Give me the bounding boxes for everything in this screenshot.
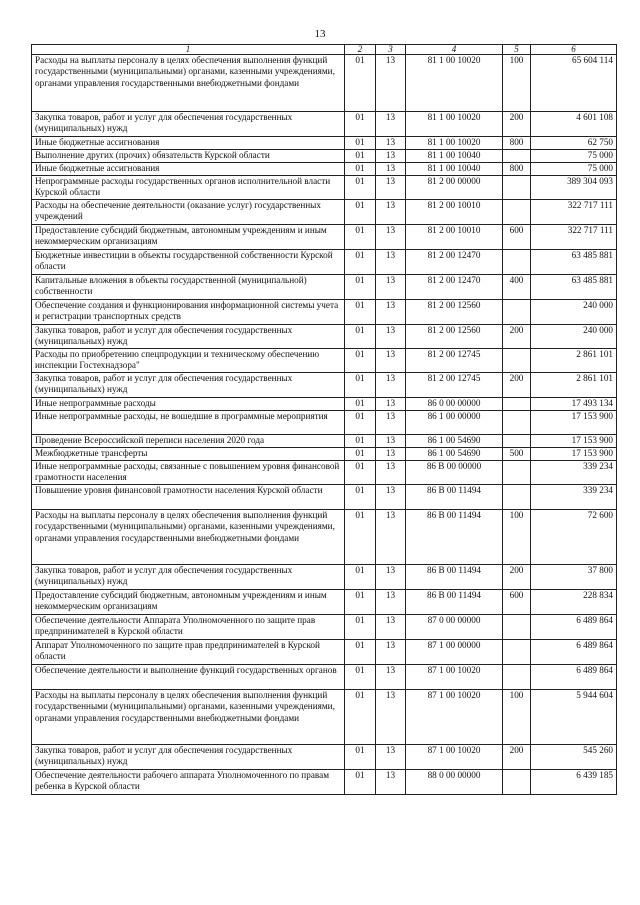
row-amount: 545 260: [531, 745, 617, 770]
row-subsection: 13: [376, 137, 406, 150]
row-target-article: 81 1 00 10020: [406, 55, 503, 112]
row-section: 01: [345, 398, 376, 411]
row-name: Расходы на выплаты персоналу в целях обеспечения выполнения функций государственными (муниципальными) органами, казенными учреждениями, органами управления государственными внебюджетными фондами: [32, 510, 345, 565]
row-subsection: 13: [376, 435, 406, 448]
table-row: [32, 615, 617, 640]
table-row: [32, 510, 617, 565]
row-section: 01: [345, 137, 376, 150]
row-amount: 17 153 900: [531, 435, 617, 448]
row-subsection: 13: [376, 398, 406, 411]
row-subsection: 13: [376, 373, 406, 398]
row-target-article: 87 1 00 00000: [406, 640, 503, 665]
row-name: Расходы на выплаты персоналу в целях обеспечения выполнения функций государственными (муниципальными) органами, казенными учреждениями, органами управления государственными внебюджетными фондами: [32, 690, 345, 745]
row-target-article: 86 0 00 00000: [406, 398, 503, 411]
row-name: Обеспечение деятельности и выполнение функций государственных органов: [32, 665, 345, 690]
row-subsection: 13: [376, 163, 406, 176]
row-target-article: 81 2 00 12470: [406, 275, 503, 300]
row-expense-type: 100: [503, 510, 531, 565]
column-header: 3: [376, 45, 406, 55]
row-target-article: 86 1 00 54690: [406, 435, 503, 448]
row-target-article: 81 1 00 10020: [406, 112, 503, 137]
row-subsection: 13: [376, 325, 406, 349]
row-amount: 17 493 134: [531, 398, 617, 411]
row-expense-type: [503, 640, 531, 665]
row-subsection: 13: [376, 770, 406, 795]
table-row: [32, 690, 617, 745]
row-expense-type: 200: [503, 745, 531, 770]
row-section: 01: [345, 411, 376, 435]
row-amount: 389 304 093: [531, 176, 617, 200]
row-expense-type: 100: [503, 690, 531, 745]
row-expense-type: [503, 349, 531, 373]
table-row: [32, 398, 617, 411]
row-expense-type: 800: [503, 163, 531, 176]
row-name: Расходы на обеспечение деятельности (оказание услуг) государственных учреждений: [32, 200, 345, 225]
row-amount: 63 485 881: [531, 250, 617, 275]
row-name: Иные бюджетные ассигнования: [32, 137, 345, 150]
row-amount: 228 834: [531, 590, 617, 615]
row-target-article: 81 2 00 12470: [406, 250, 503, 275]
row-section: 01: [345, 615, 376, 640]
row-section: 01: [345, 590, 376, 615]
row-amount: 6 489 864: [531, 640, 617, 665]
row-subsection: 13: [376, 200, 406, 225]
row-section: 01: [345, 565, 376, 590]
row-section: 01: [345, 349, 376, 373]
row-section: 01: [345, 163, 376, 176]
page-number: 13: [314, 28, 326, 40]
row-expense-type: [503, 300, 531, 325]
row-subsection: 13: [376, 300, 406, 325]
row-amount: 5 944 604: [531, 690, 617, 745]
row-subsection: 13: [376, 411, 406, 435]
row-section: 01: [345, 485, 376, 510]
row-amount: 75 000: [531, 163, 617, 176]
table-row: [32, 373, 617, 398]
row-target-article: 81 2 00 12745: [406, 373, 503, 398]
row-target-article: 86 1 00 00000: [406, 411, 503, 435]
row-amount: 240 000: [531, 300, 617, 325]
row-section: 01: [345, 112, 376, 137]
table-row: [32, 275, 617, 300]
row-name: Расходы по приобретению спецпродукции и техническому обеспечению инспекции Гостехнадзора": [32, 349, 345, 373]
row-subsection: 13: [376, 485, 406, 510]
row-subsection: 13: [376, 176, 406, 200]
row-name: Непрограммные расходы государственных органов исполнительной власти Курской области: [32, 176, 345, 200]
row-section: 01: [345, 225, 376, 250]
row-amount: 2 861 101: [531, 373, 617, 398]
table-row: [32, 225, 617, 250]
row-name: Бюджетные инвестиции в объекты государственной собственности Курской области: [32, 250, 345, 275]
row-expense-type: 500: [503, 448, 531, 461]
row-amount: 2 861 101: [531, 349, 617, 373]
row-section: 01: [345, 325, 376, 349]
row-amount: 240 000: [531, 325, 617, 349]
row-amount: 17 153 900: [531, 411, 617, 435]
row-name: Закупка товаров, работ и услуг для обеспечения государственных (муниципальных) нужд: [32, 112, 345, 137]
row-amount: 6 489 864: [531, 665, 617, 690]
row-target-article: 86 В 00 11494: [406, 565, 503, 590]
row-subsection: 13: [376, 745, 406, 770]
row-amount: 322 717 111: [531, 200, 617, 225]
row-target-article: 81 2 00 12745: [406, 349, 503, 373]
row-expense-type: [503, 150, 531, 163]
row-name: Закупка товаров, работ и услуг для обеспечения государственных (муниципальных) нужд: [32, 325, 345, 349]
row-section: 01: [345, 770, 376, 795]
row-name: Обеспечение создания и функционирования информационной системы учета и регистрации транспортных средств: [32, 300, 345, 325]
table-row: [32, 665, 617, 690]
row-amount: 6 489 864: [531, 615, 617, 640]
row-target-article: 81 1 00 10040: [406, 163, 503, 176]
header-row: [32, 45, 617, 55]
row-name: Обеспечение деятельности рабочего аппарата Уполномоченного по правам ребенка в Курской области: [32, 770, 345, 795]
row-expense-type: [503, 461, 531, 485]
row-section: 01: [345, 448, 376, 461]
row-section: 01: [345, 200, 376, 225]
row-name: Выполнение других (прочих) обязательств Курской области: [32, 150, 345, 163]
table-row: [32, 176, 617, 200]
row-section: 01: [345, 745, 376, 770]
table-row: [32, 150, 617, 163]
row-subsection: 13: [376, 461, 406, 485]
row-amount: 4 601 108: [531, 112, 617, 137]
row-section: 01: [345, 665, 376, 690]
row-target-article: 81 1 00 10020: [406, 137, 503, 150]
table-row: [32, 112, 617, 137]
row-expense-type: [503, 615, 531, 640]
row-target-article: 86 1 00 54690: [406, 448, 503, 461]
row-section: 01: [345, 510, 376, 565]
row-name: Иные непрограммные расходы, не вошедшие в программные мероприятия: [32, 411, 345, 435]
row-target-article: 81 2 00 12560: [406, 300, 503, 325]
row-name: Предоставление субсидий бюджетным, автономным учреждениям и иным некоммерческим организациям: [32, 590, 345, 615]
row-expense-type: 200: [503, 112, 531, 137]
row-subsection: 13: [376, 690, 406, 745]
row-section: 01: [345, 176, 376, 200]
row-expense-type: 400: [503, 275, 531, 300]
row-expense-type: 200: [503, 325, 531, 349]
row-target-article: 81 1 00 10040: [406, 150, 503, 163]
row-expense-type: [503, 435, 531, 448]
row-subsection: 13: [376, 590, 406, 615]
row-amount: 63 485 881: [531, 275, 617, 300]
table-row: [32, 770, 617, 795]
row-expense-type: [503, 176, 531, 200]
table-row: [32, 485, 617, 510]
table-row: [32, 300, 617, 325]
row-target-article: 81 2 00 10010: [406, 200, 503, 225]
row-subsection: 13: [376, 55, 406, 112]
table-body: [32, 55, 617, 795]
table-row: [32, 640, 617, 665]
table-row: [32, 250, 617, 275]
table-row: [32, 435, 617, 448]
row-amount: 72 600: [531, 510, 617, 565]
row-amount: 17 153 900: [531, 448, 617, 461]
row-subsection: 13: [376, 640, 406, 665]
row-amount: 339 234: [531, 461, 617, 485]
row-target-article: 81 2 00 12560: [406, 325, 503, 349]
row-target-article: 88 0 00 00000: [406, 770, 503, 795]
column-header: 5: [503, 45, 531, 55]
row-name: Капитальные вложения в объекты государственной (муниципальной) собственности: [32, 275, 345, 300]
table-row: [32, 411, 617, 435]
row-section: 01: [345, 690, 376, 745]
table-row: [32, 461, 617, 485]
row-amount: 322 717 111: [531, 225, 617, 250]
table-row: [32, 565, 617, 590]
row-section: 01: [345, 373, 376, 398]
row-section: 01: [345, 150, 376, 163]
row-subsection: 13: [376, 565, 406, 590]
row-name: Иные бюджетные ассигнования: [32, 163, 345, 176]
row-subsection: 13: [376, 665, 406, 690]
row-subsection: 13: [376, 275, 406, 300]
row-expense-type: 600: [503, 225, 531, 250]
table-row: [32, 349, 617, 373]
row-name: Закупка товаров, работ и услуг для обеспечения государственных (муниципальных) нужд: [32, 565, 345, 590]
row-subsection: 13: [376, 615, 406, 640]
row-expense-type: [503, 200, 531, 225]
row-target-article: 86 В 00 11494: [406, 510, 503, 565]
row-amount: 6 439 185: [531, 770, 617, 795]
row-amount: 75 000: [531, 150, 617, 163]
column-header: 2: [345, 45, 376, 55]
column-header: 4: [406, 45, 503, 55]
row-expense-type: [503, 665, 531, 690]
row-name: Закупка товаров, работ и услуг для обеспечения государственных (муниципальных) нужд: [32, 373, 345, 398]
row-expense-type: 100: [503, 55, 531, 112]
row-target-article: 86 В 00 11494: [406, 485, 503, 510]
row-name: Иные непрограммные расходы, связанные с повышением уровня финансовой грамотности населения: [32, 461, 345, 485]
table-row: [32, 745, 617, 770]
row-amount: 65 604 114: [531, 55, 617, 112]
row-name: Обеспечение деятельности Аппарата Уполномоченного по защите прав предпринимателей в Курской области: [32, 615, 345, 640]
row-name: Проведение Всероссийской переписи населения 2020 года: [32, 435, 345, 448]
row-subsection: 13: [376, 112, 406, 137]
row-section: 01: [345, 461, 376, 485]
row-expense-type: [503, 770, 531, 795]
row-subsection: 13: [376, 448, 406, 461]
row-target-article: 86 В 00 11494: [406, 590, 503, 615]
table-row: [32, 590, 617, 615]
row-target-article: 87 1 00 10020: [406, 665, 503, 690]
column-header: 1: [32, 45, 345, 55]
row-name: Предоставление субсидий бюджетным, автономным учреждениям и иным некоммерческим организациям: [32, 225, 345, 250]
row-amount: 62 750: [531, 137, 617, 150]
row-expense-type: [503, 398, 531, 411]
table-row: [32, 163, 617, 176]
row-target-article: 87 1 00 10020: [406, 690, 503, 745]
row-name: Иные непрограммные расходы: [32, 398, 345, 411]
table-row: [32, 200, 617, 225]
row-section: 01: [345, 275, 376, 300]
budget-table: [31, 44, 617, 795]
row-name: Повышение уровня финансовой грамотности населения Курской области: [32, 485, 345, 510]
row-expense-type: [503, 411, 531, 435]
row-subsection: 13: [376, 510, 406, 565]
row-expense-type: 200: [503, 373, 531, 398]
row-section: 01: [345, 435, 376, 448]
row-target-article: 81 2 00 00000: [406, 176, 503, 200]
row-expense-type: 800: [503, 137, 531, 150]
table-row: [32, 137, 617, 150]
row-amount: 37 800: [531, 565, 617, 590]
column-header: 6: [531, 45, 617, 55]
row-name: Расходы на выплаты персоналу в целях обеспечения выполнения функций государственными (муниципальными) органами, казенными учреждениями, органами управления государственными внебюджетными фондами: [32, 55, 345, 112]
row-target-article: 81 2 00 10010: [406, 225, 503, 250]
row-name: Закупка товаров, работ и услуг для обеспечения государственных (муниципальных) нужд: [32, 745, 345, 770]
row-target-article: 86 В 00 00000: [406, 461, 503, 485]
row-section: 01: [345, 640, 376, 665]
row-target-article: 87 1 00 10020: [406, 745, 503, 770]
row-subsection: 13: [376, 349, 406, 373]
row-subsection: 13: [376, 225, 406, 250]
table-row: [32, 55, 617, 112]
row-name: Межбюджетные трансферты: [32, 448, 345, 461]
row-expense-type: [503, 250, 531, 275]
table-row: [32, 325, 617, 349]
table-row: [32, 448, 617, 461]
row-amount: 339 234: [531, 485, 617, 510]
row-section: 01: [345, 55, 376, 112]
row-subsection: 13: [376, 150, 406, 163]
row-name: Аппарат Уполномоченного по защите прав предпринимателей в Курской области: [32, 640, 345, 665]
row-expense-type: 200: [503, 565, 531, 590]
row-subsection: 13: [376, 250, 406, 275]
row-expense-type: 600: [503, 590, 531, 615]
row-section: 01: [345, 250, 376, 275]
row-expense-type: [503, 485, 531, 510]
row-target-article: 87 0 00 00000: [406, 615, 503, 640]
row-section: 01: [345, 300, 376, 325]
